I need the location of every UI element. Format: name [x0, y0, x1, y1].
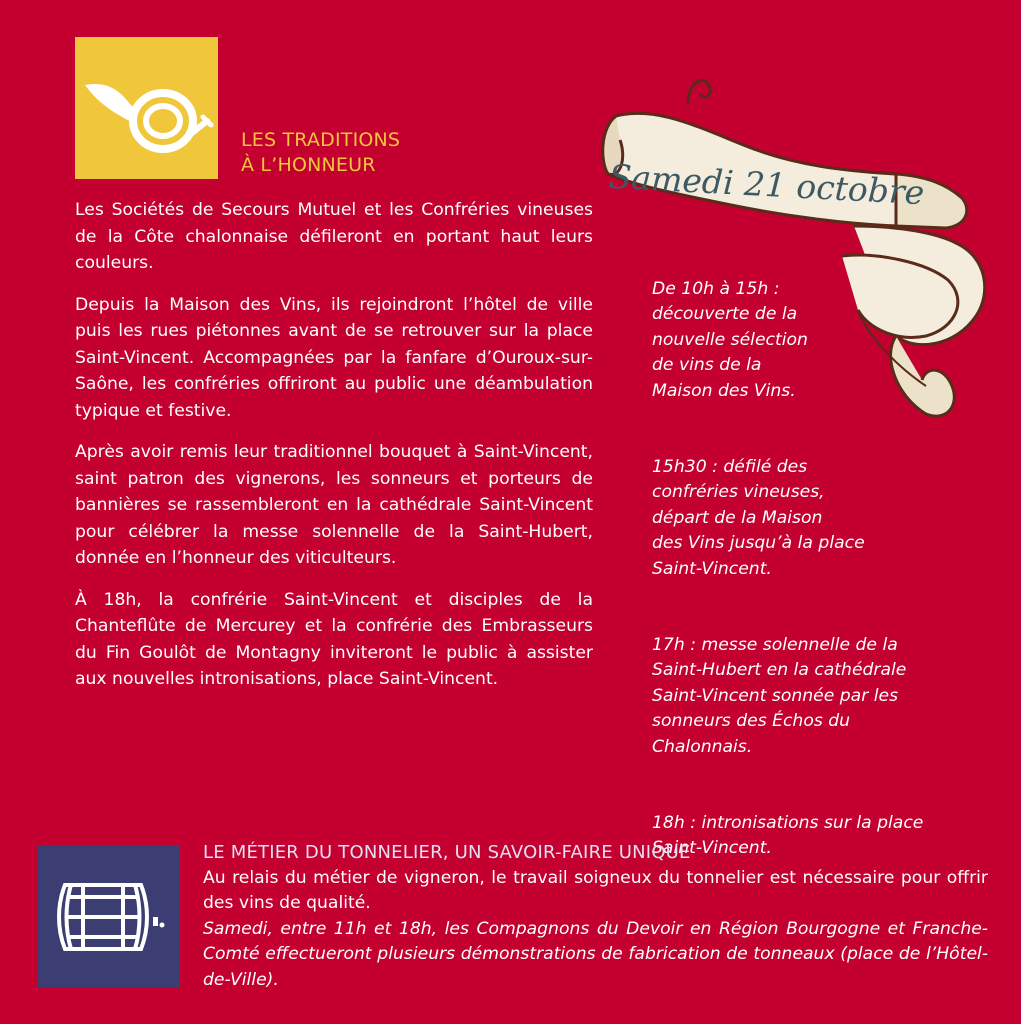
barrel-icon — [37, 845, 180, 987]
horn-icon-box — [75, 37, 218, 179]
tonnelier-section — [203, 840, 988, 993]
banner-label: Samedi 21 octobre — [607, 156, 926, 213]
tonnelier-title: LE MÉTIER DU TONNELIER, UN SAVOIR-FAIRE UNIQUE — [203, 842, 691, 863]
paragraph: Après avoir remis leur traditionnel bouquet à Saint-Vincent, saint patron des vignerons, les sonneurs et porteurs de bannières se rassembleront en la cathédrale Saint-Vincent pour célébrer la messe solennelle de la Saint-Hubert, donnée en l’honneur des viticulteurs. — [75, 442, 593, 568]
section-title-line2: À L’HONNEUR — [241, 154, 376, 176]
horn-icon — [75, 37, 218, 179]
schedule-item: 17h : messe solennelle de la Saint-Hubert en la cathédrale Saint-Vincent sonnée par les sonneurs des Échos du Chalonnais. — [652, 634, 907, 757]
schedule-item: 18h : intronisations sur la place Saint-Vincent. — [652, 812, 924, 858]
paragraph: Les Sociétés de Secours Mutuel et les Confréries vineuses de la Côte chalonnaise défileront en portant haut leurs couleurs. — [75, 200, 593, 273]
tonnelier-body: Au relais du métier de vigneron, le travail soigneux du tonnelier est nécessaire pour offrir des vins de qualité. — [203, 867, 988, 913]
section-title-line1: LES TRADITIONS — [241, 129, 401, 151]
tonnelier-italic: Samedi, entre 11h et 18h, les Compagnons du Devoir en Région Bourgogne et Franche-Comté effectueront plusieurs démonstrations de fabrication de tonneaux (place de l’Hôtel-de-Ville). — [203, 918, 988, 990]
section-title — [241, 128, 400, 178]
schedule — [652, 251, 997, 912]
paragraph: À 18h, la confrérie Saint-Vincent et disciples de la Chanteflûte de Mercurey et la confrérie des Embrasseurs du Fin Goulôt de Montagny inviteront le public à assister aux nouvelles intronisations, place Saint-Vincent. — [75, 589, 593, 689]
schedule-item: 15h30 : défilé des confréries vineuses, départ de la Maison des Vins jusqu’à la place Saint-Vincent. — [652, 456, 865, 579]
paragraph: Depuis la Maison des Vins, ils rejoindront l’hôtel de ville puis les rues piétonnes avant de se retrouver sur la place Saint-Vincent. Accompagnées par la fanfare d’Ouroux-sur-Saône, les confréries offriront au public une déambulation typique et festive. — [75, 294, 593, 421]
traditions-text — [75, 197, 593, 708]
schedule-item: De 10h à 15h : découverte de la nouvelle sélection de vins de la Maison des Vins. — [652, 278, 808, 401]
barrel-icon-box — [37, 845, 180, 987]
